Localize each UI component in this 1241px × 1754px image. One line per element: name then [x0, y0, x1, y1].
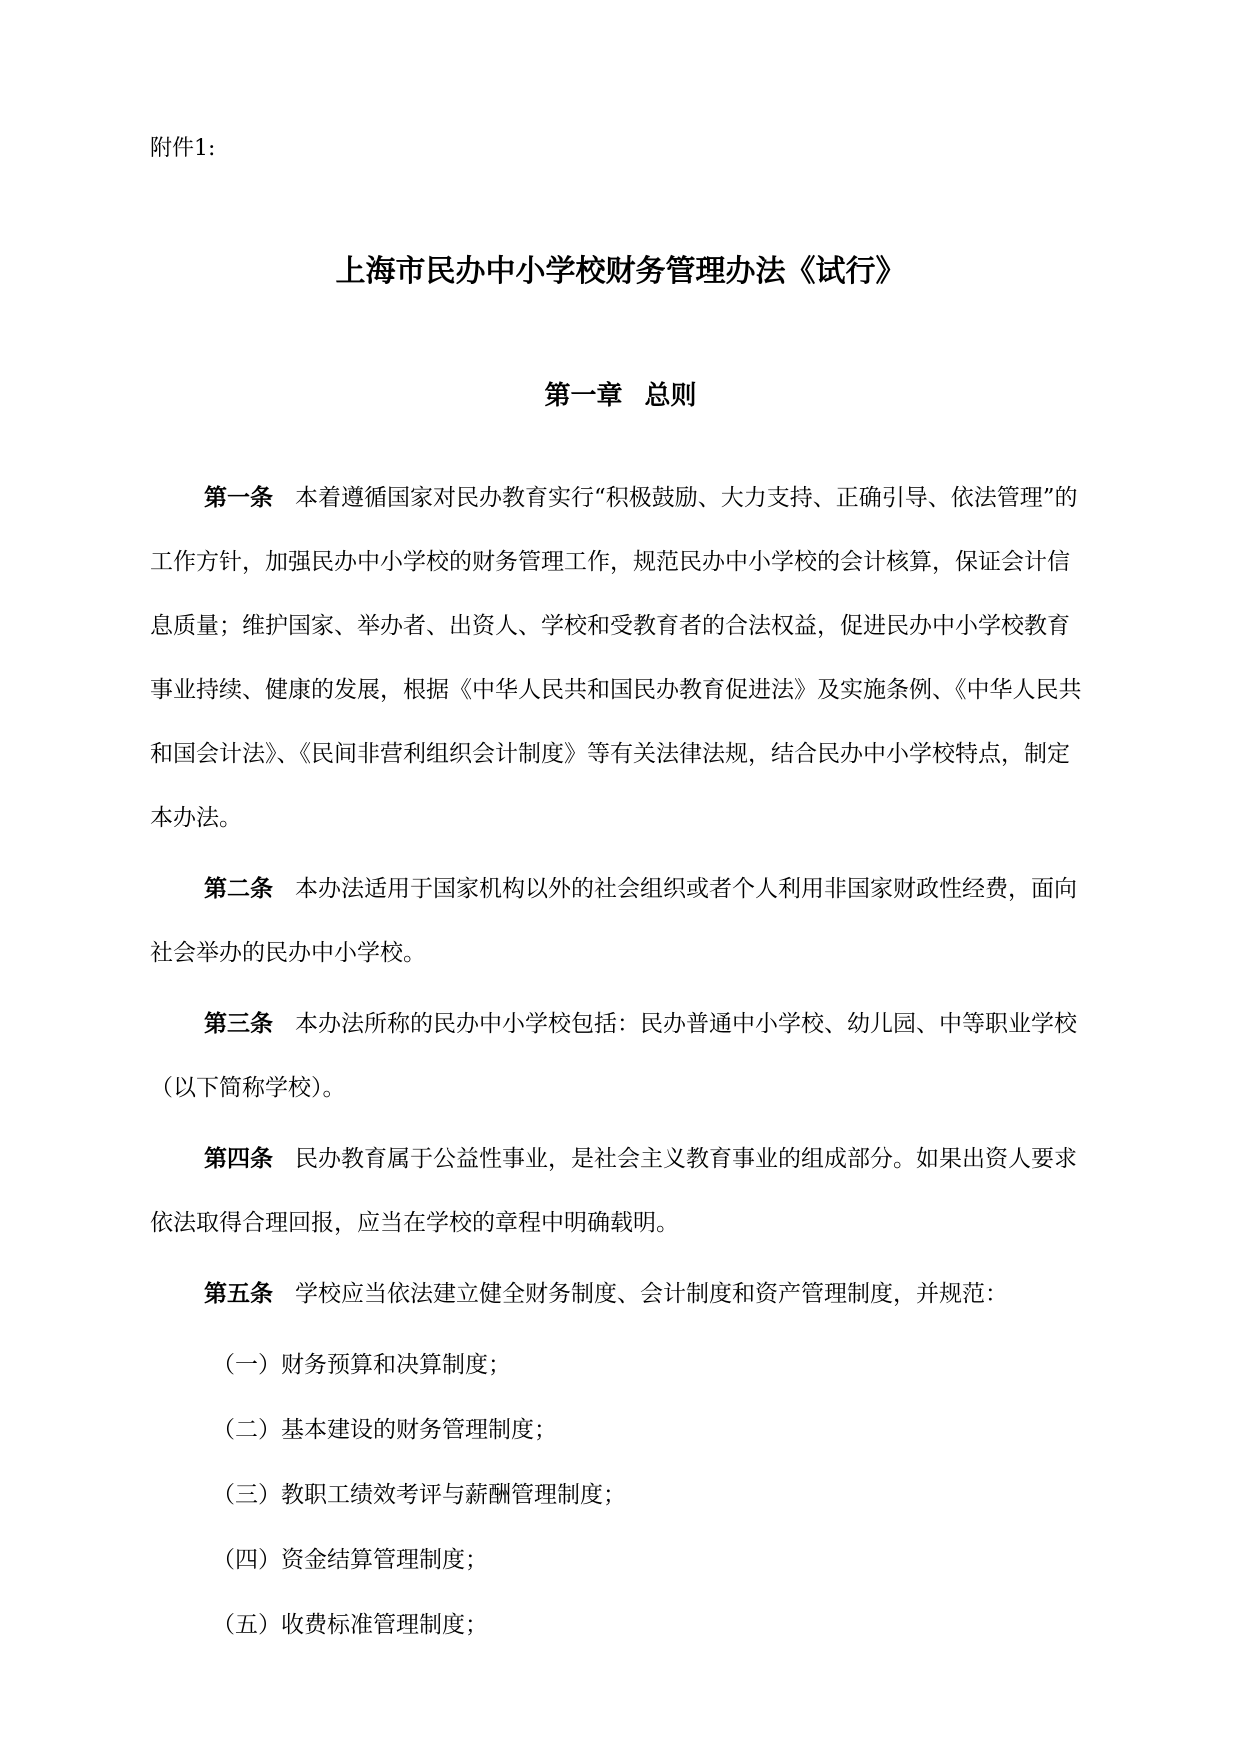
list-item: （四）资金结算管理制度；: [212, 1547, 488, 1573]
attachment-label: 附件1:: [150, 136, 216, 161]
article-text: 本办法所称的民办中小学校包括：民办普通中小学校、幼儿园、中等职业学校（以下简称学校）。: [150, 1011, 1077, 1101]
chapter-heading: [0, 378, 1241, 414]
chapter-number: 第一章: [544, 381, 623, 411]
list-item: （五）收费标准管理制度；: [212, 1612, 488, 1638]
document-title: 上海市民办中小学校财务管理办法《试行》: [335, 254, 906, 289]
article-text: 民办教育属于公益性事业，是社会主义教育事业的组成部分。如果出资人要求依法取得合理回报，应当在学校的章程中明确载明。: [150, 1146, 1077, 1236]
article-number: 第五条: [204, 1280, 273, 1307]
article-4: [150, 1127, 1085, 1255]
list-item: （三）教职工绩效考评与薪酬管理制度；: [212, 1482, 626, 1508]
article-number: 第三条: [204, 1010, 273, 1037]
article-number: 第四条: [204, 1145, 273, 1172]
article-number: 第一条: [204, 484, 273, 511]
document-body: [150, 466, 1085, 1658]
article-text: 本办法适用于国家机构以外的社会组织或者个人利用非国家财政性经费，面向社会举办的民办中小学校。: [150, 876, 1077, 966]
article-5: [150, 1262, 1085, 1326]
article-2: [150, 857, 1085, 985]
article-1: [150, 466, 1085, 850]
list-item: （一）财务预算和决算制度；: [212, 1352, 511, 1378]
article-text: 本着遵循国家对民办教育实行“积极鼓励、大力支持、正确引导、依法管理”的工作方针，加强民办中小学校的财务管理工作，规范民办中小学校的会计核算，保证会计信息质量；维护国家、举办者、出资人、学校和受教育者的合法权益，促进民办中小学校教育事业持续、健康的发展，根据《中华人民共和国民办教育促进法》及实施条例、《中华人民共和国会计法》、《民间非营利组织会计制度》等有关法律法规，结合民办中小学校特点，制定本办法。: [150, 485, 1082, 831]
list-item: （二）基本建设的财务管理制度；: [212, 1417, 557, 1443]
chapter-name: 总则: [644, 381, 697, 411]
article-3: [150, 992, 1085, 1120]
article-text: 学校应当依法建立健全财务制度、会计制度和资产管理制度，并规范：: [295, 1281, 1008, 1307]
article-number: 第二条: [204, 875, 273, 902]
